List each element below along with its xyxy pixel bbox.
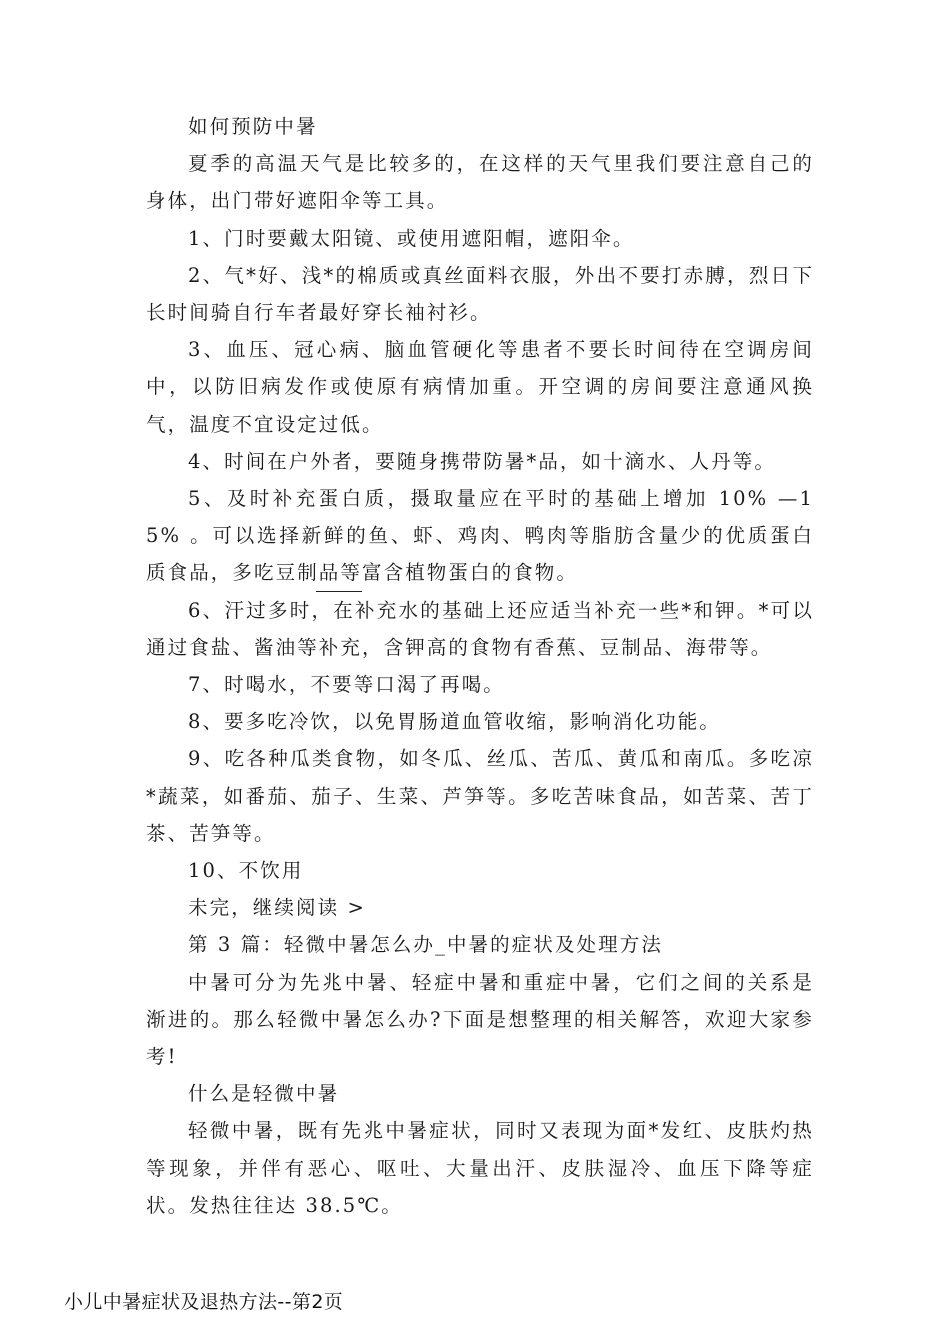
list-item-2: 2、气*好、浅*的棉质或真丝面料衣服，外出不要打赤膊，烈日下长时间骑自行车者最好穿长袖衬衫。 <box>146 263 814 325</box>
list-item-4: 4、时间在户外者，要随身携带防暑*品，如十滴水、人丹等。 <box>188 449 776 473</box>
article-title-part3: 第 3 篇：轻微中暑怎么办_中暑的症状及处理方法 <box>188 933 663 957</box>
paragraph-intro: 夏季的高温天气是比较多的，在这样的天气里我们要注意自己的身体，出门带好遮阳伞等工具。 <box>146 152 814 213</box>
list-item-6: 6、汗过多时，在补充水的基础上还应适当补充一些*和钾。*可以通过食盐、酱油等补充，含钾高的食物有香蕉、豆制品、海带等。 <box>146 598 814 659</box>
page-footer: 小儿中暑症状及退热方法--第2页 <box>64 1291 344 1313</box>
text-cursor-mark <box>316 591 362 592</box>
paragraph-mild-symptoms: 轻微中暑，既有先兆中暑症状，同时又表现为面*发红、皮肤灼热等现象，并伴有恶心、呕吐、大量出汗、皮肤湿冷、血压下降等症状。发热往往达 38.5℃。 <box>146 1119 814 1217</box>
paragraph-heatstroke-types: 中暑可分为先兆中暑、轻症中暑和重症中暑，它们之间的关系是渐进的。那么轻微中暑怎么办?下面是想整理的相关解答，欢迎大家参考! <box>146 970 814 1069</box>
list-item-8: 8、要多吃冷饮，以免胃肠道血管收缩，影响消化功能。 <box>188 710 721 734</box>
list-item-1: 1、门时要戴太阳镜、或使用遮阳帽，遮阳伞。 <box>188 226 635 250</box>
section-heading-prevention: 如何预防中暑 <box>188 115 318 138</box>
list-item-7: 7、时喝水，不要等口渴了再喝。 <box>188 673 505 697</box>
list-item-9: 9、吃各种瓜类食物，如冬瓜、丝瓜、苦瓜、黄瓜和南瓜。多吃凉*蔬菜，如番茄、茄子、生菜、芦笋等。多吃苦味食品，如苦菜、苦丁茶、苦笋等。 <box>146 747 814 845</box>
continue-reading-link[interactable]: 未完，继续阅读 > <box>188 896 366 920</box>
list-item-3: 3、血压、冠心病、脑血管硬化等患者不要长时间待在空调房间中，以防旧病发作或使原有病情加重。开空调的房间要注意通风换气，温度不宜设定过低。 <box>146 338 814 436</box>
document-body <box>146 108 814 1224</box>
list-item-5: 5、及时补充蛋白质，摄取量应在平时的基础上增加 10% —15% 。可以选择新鲜的鱼、虾、鸡肉、鸭肉等脂肪含量少的优质蛋白质食品，多吃豆制品等富含植物蛋白的食物。 <box>146 487 814 585</box>
list-item-10: 10、不饮用 <box>188 859 304 883</box>
section-heading-mild: 什么是轻微中暑 <box>188 1082 340 1106</box>
